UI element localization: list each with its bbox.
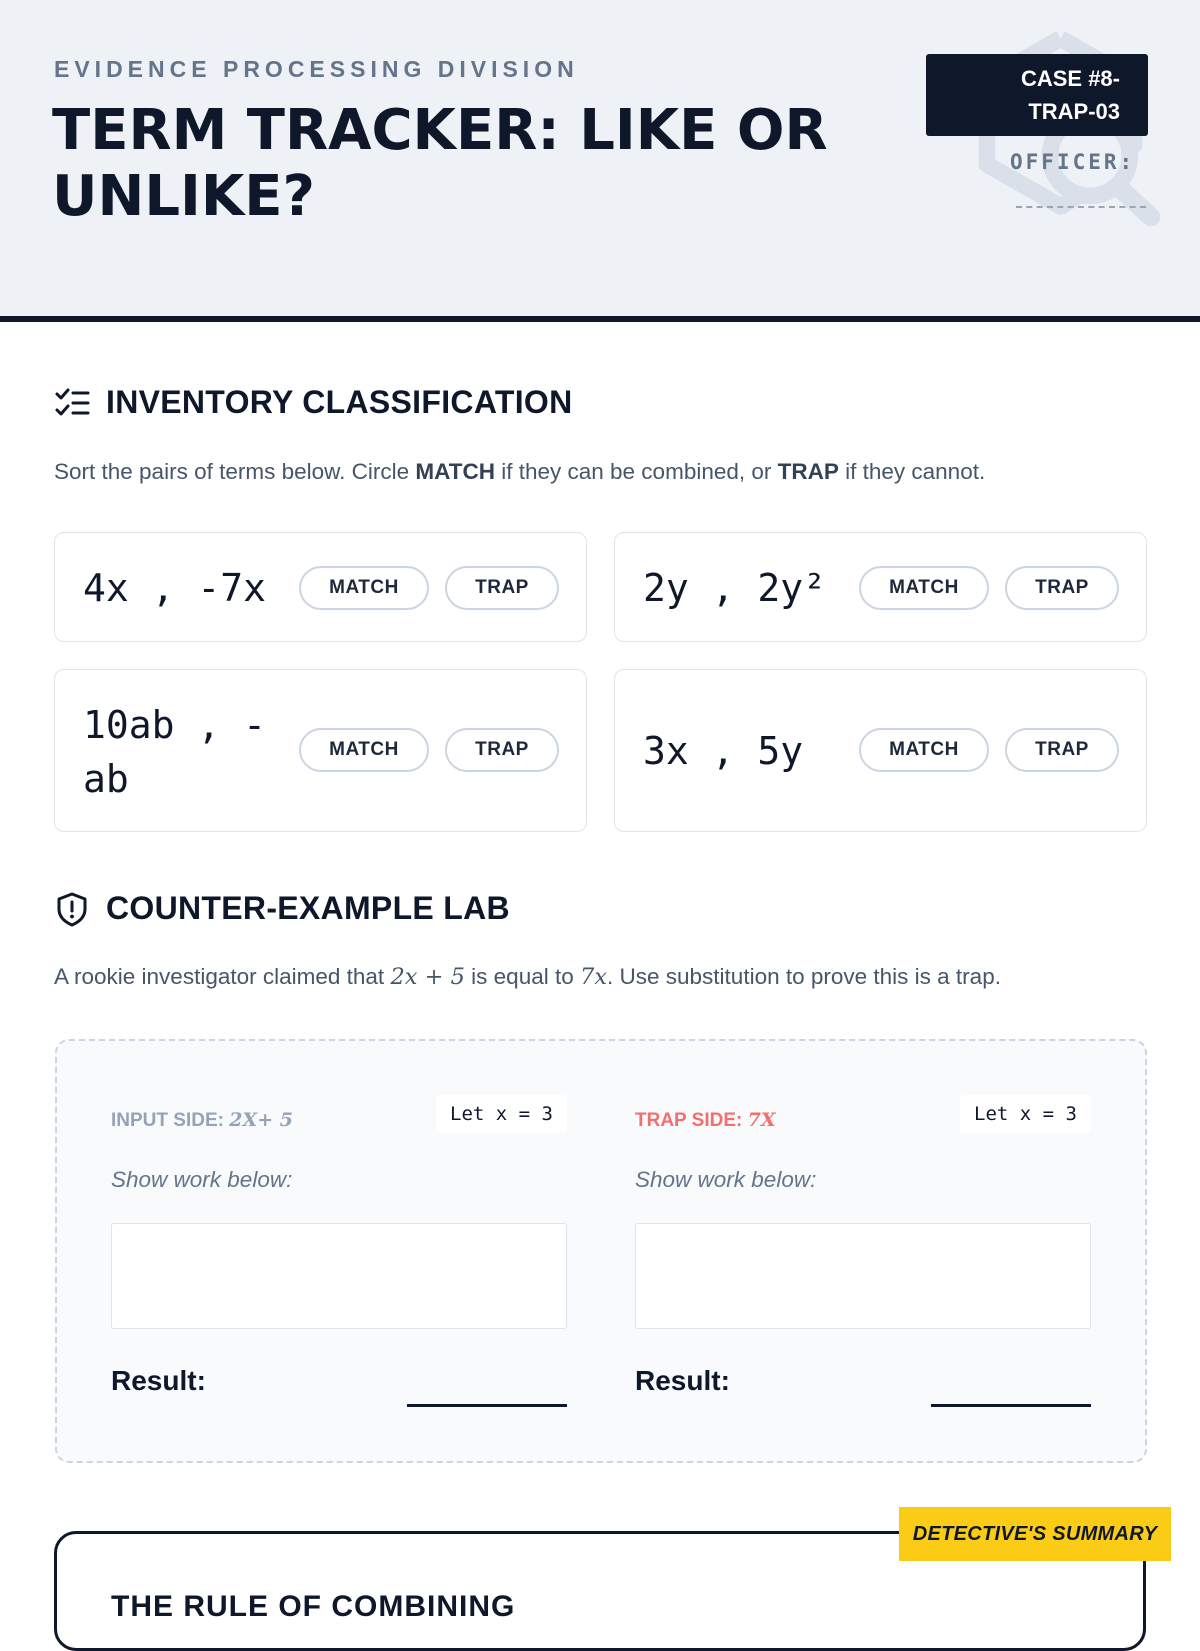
officer-label: OFFICER:: [1010, 150, 1136, 174]
section-title: COUNTER-EXAMPLE LAB: [106, 890, 510, 926]
term-pair: 4x , -7x: [83, 566, 267, 610]
pair-card: [614, 532, 1147, 642]
work-area[interactable]: [635, 1223, 1091, 1329]
pair-card: [614, 669, 1147, 832]
inventory-instruction: Sort the pairs of terms below. Circle MATCH if they can be combined, or TRAP if they cannot.: [54, 459, 986, 484]
case-number-badge: CASE #8-TRAP-03: [926, 54, 1148, 136]
trap-side-title: TRAP SIDE: 7X: [635, 1109, 776, 1131]
result-answer-line[interactable]: [931, 1404, 1091, 1407]
division-label: EVIDENCE PROCESSING DIVISION: [54, 56, 579, 82]
trap-side-panel: [635, 1095, 1091, 1425]
shield-alert-icon: [54, 891, 90, 927]
checklist-icon: [54, 385, 90, 421]
trap-button[interactable]: TRAP: [445, 566, 559, 610]
pair-card: [54, 532, 587, 642]
lab-heading: [54, 890, 510, 927]
substitution-value: Let x = 3: [436, 1095, 567, 1133]
pair-card: [54, 669, 587, 832]
trap-button[interactable]: TRAP: [1005, 566, 1119, 610]
lab-instruction: A rookie investigator claimed that 2x + 5 is equal to 7x. Use substitution to prove this is a trap.: [54, 964, 1001, 990]
summary-subheading: THE RULE OF COMBINING: [111, 1590, 516, 1623]
match-button[interactable]: MATCH: [859, 728, 989, 772]
result-answer-line[interactable]: [407, 1404, 567, 1407]
counter-example-lab: [55, 1039, 1147, 1463]
summary-tag: DETECTIVE'S SUMMARY: [899, 1507, 1171, 1561]
page-header: [0, 0, 1200, 322]
trap-button[interactable]: TRAP: [445, 728, 559, 772]
officer-signature-line[interactable]: [1016, 206, 1146, 208]
result-label: Result:: [111, 1365, 206, 1396]
term-pair: 10ab , -ab: [83, 703, 267, 801]
input-side-panel: [111, 1095, 567, 1425]
work-label: Show work below:: [635, 1167, 817, 1192]
input-side-title: INPUT SIDE: 2X+ 5: [111, 1109, 293, 1131]
page-title: TERM TRACKER: LIKE OR UNLIKE?: [52, 98, 828, 229]
trap-button[interactable]: TRAP: [1005, 728, 1119, 772]
work-area[interactable]: [111, 1223, 567, 1329]
match-button[interactable]: MATCH: [299, 728, 429, 772]
substitution-value: Let x = 3: [960, 1095, 1091, 1133]
term-pair: 2y , 2y²: [643, 566, 827, 610]
match-button[interactable]: MATCH: [299, 566, 429, 610]
term-pair: 3x , 5y: [643, 729, 804, 773]
inventory-heading: [54, 384, 573, 421]
result-label: Result:: [635, 1365, 730, 1396]
match-button[interactable]: MATCH: [859, 566, 989, 610]
section-title: INVENTORY CLASSIFICATION: [106, 384, 573, 420]
work-label: Show work below:: [111, 1167, 293, 1192]
